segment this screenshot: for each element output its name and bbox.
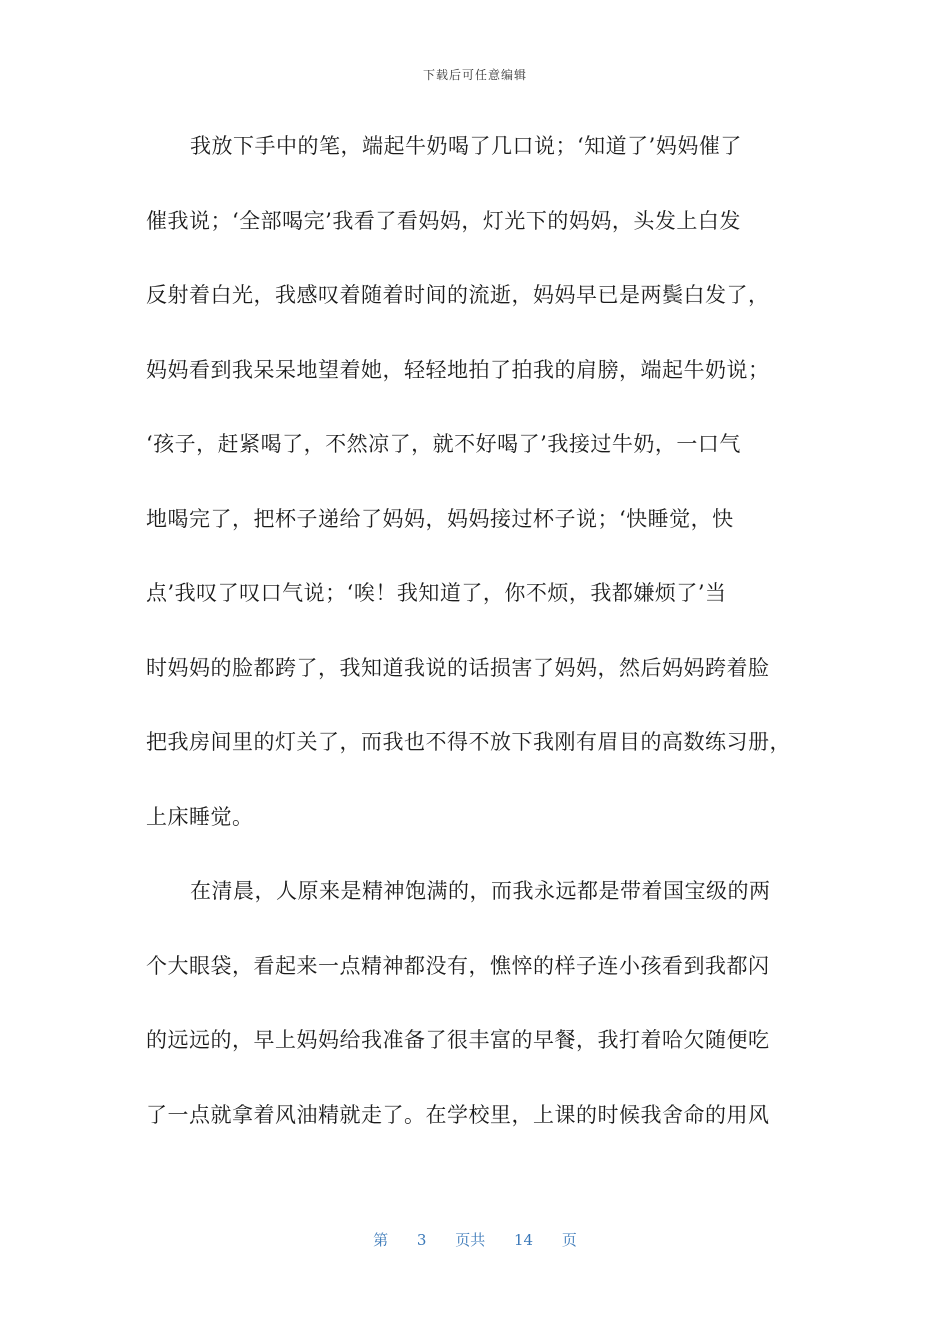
paragraph-line: 上床睡觉。 [146, 804, 254, 829]
footer-prefix: 第 [373, 1231, 389, 1249]
paragraph-line: 妈妈看到我呆呆地望着她，轻轻地拍了拍我的肩膀，端起牛奶说； [146, 357, 770, 382]
total-page-count: 14 [514, 1231, 534, 1249]
paragraph-line: 反射着白光，我感叹着随着时间的流逝，妈妈早已是两鬓白发了， [146, 283, 770, 307]
page-footer [0, 1229, 950, 1250]
page-header: 下载后可任意编辑 [422, 68, 527, 82]
paragraph-line: 我放下手中的笔，端起牛奶喝了几口说；‘知道了’妈妈催了 [190, 134, 742, 158]
paragraph-line: 的远远的，早上妈妈给我准备了很丰富的早餐，我打着哈欠随便吃 [146, 1028, 770, 1052]
footer-suffix: 页 [561, 1231, 577, 1249]
paragraph-line: 了一点就拿着风油精就走了。在学校里，上课的时候我舍命的用风 [146, 1102, 770, 1127]
footer-middle: 页共 [455, 1231, 486, 1249]
current-page-number: 3 [416, 1231, 427, 1249]
paragraph-line: 地喝完了，把杯子递给了妈妈，妈妈接过杯子说；‘快睡觉，快 [146, 506, 734, 531]
paragraph-line: 把我房间里的灯关了，而我也不得不放下我刚有眉目的高数练习册， [146, 730, 791, 754]
document-body [146, 128, 806, 1171]
paragraph-line: 个大眼袋，看起来一点精神都没有，憔悴的样子连小孩看到我都闪 [146, 953, 770, 978]
paragraph-line: 催我说；‘全部喝完’我看了看妈妈，灯光下的妈妈，头发上白发 [146, 208, 741, 233]
paragraph-line: ‘孩子，赶紧喝了，不然凉了，就不好喝了’我接过牛奶，一口气 [146, 432, 741, 456]
paragraph-line: 在清晨，人原来是精神饱满的，而我永远都是带着国宝级的两 [190, 879, 771, 903]
paragraph-line: 时妈妈的脸都跨了，我知道我说的话损害了妈妈，然后妈妈跨着脸 [146, 655, 770, 680]
paragraph-line: 点’我叹了叹口气说；‘唉！我知道了，你不烦，我都嫌烦了’当 [146, 581, 727, 605]
